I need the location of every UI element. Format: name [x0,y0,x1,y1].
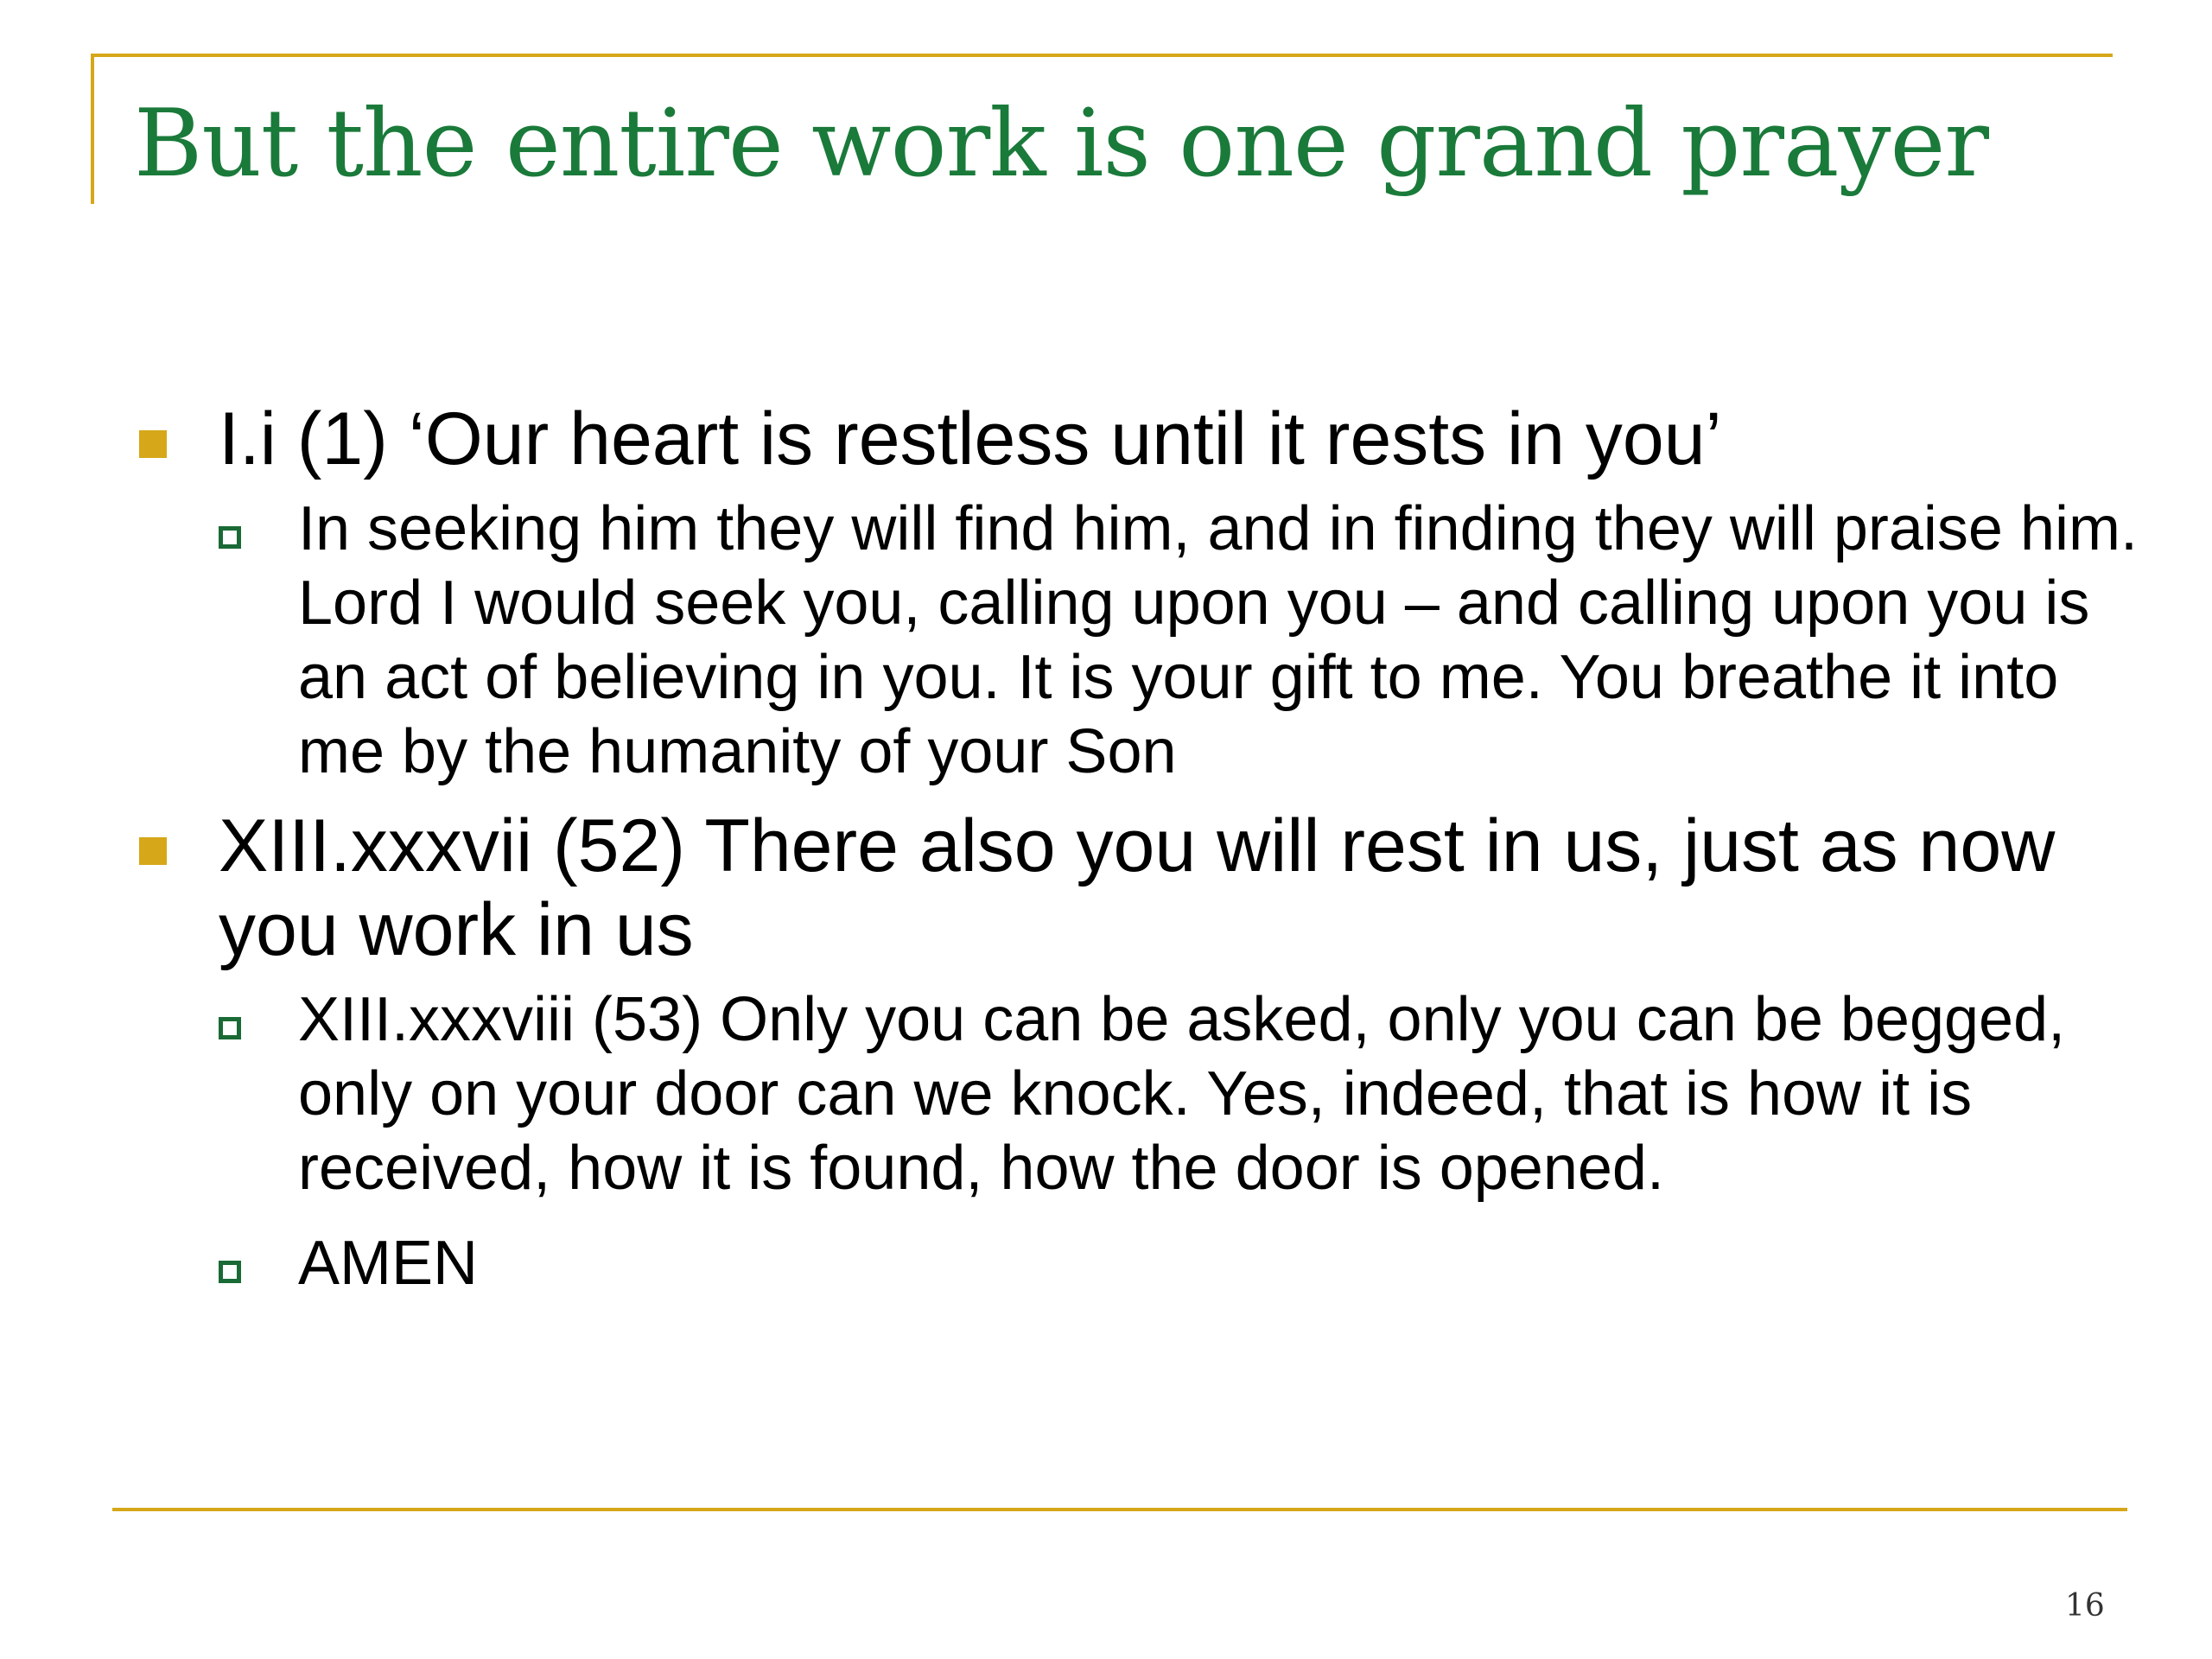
page-number: 16 [2065,1588,2105,1624]
sub-bullet-text: XIII.xxxviii (53) Only you can be asked, only you can be begged, only on your door can we knock. Yes, indeed, that is how it is received, how it is found, how the door is opened. [298,985,2066,1203]
sub-bullet-item [219,982,2147,1205]
slide-title: But the entire work is one grand prayer [134,90,1988,198]
hollow-square-bullet-icon [219,526,241,549]
sub-bullet-text: In seeking him they will find him, and in finding they will praise him. Lord I would seek you, calling upon you – and calling upon you is an act of believing in you. It is your gift to me. You breathe it into me by the humanity of your Son [298,494,2138,786]
hollow-square-bullet-icon [219,1017,241,1039]
bullet-text: I.i (1) ‘Our heart is restless until it rests in you’ [219,397,1722,480]
slide-body [134,397,2147,1300]
bottom-frame-line [112,1508,2127,1511]
square-bullet-icon [139,837,167,865]
hollow-square-bullet-icon [219,1261,241,1283]
bullet-item [134,804,2147,972]
sub-bullet-item [219,1226,2147,1300]
left-frame-line [91,54,94,204]
top-frame-line [92,54,2113,57]
square-bullet-icon [139,430,167,458]
bullet-text: XIII.xxxvii (52) There also you will rest in us, just as now you work in us [219,804,2056,971]
sub-bullet-text: AMEN [298,1229,479,1298]
bullet-item [134,397,2147,481]
sub-bullet-item [219,492,2147,789]
